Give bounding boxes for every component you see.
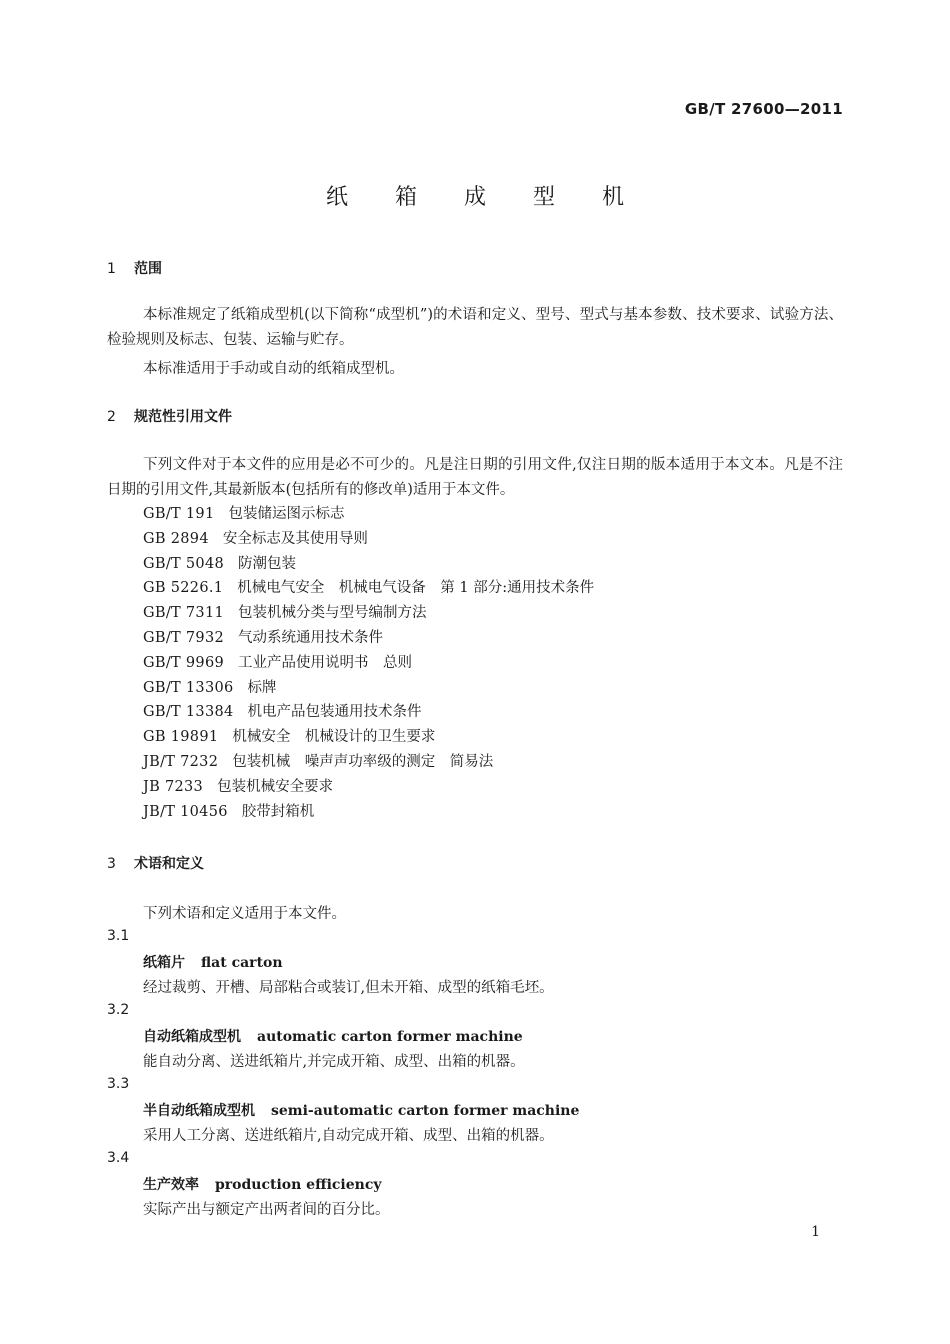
scope-paragraph-2: 本标准适用于手动或自动的纸箱成型机。 — [143, 361, 404, 377]
term-name-zh: 半自动纸箱成型机 — [143, 1103, 255, 1119]
reference-title: 机电产品包装通用技术条件 — [247, 704, 422, 721]
reference-code: GB 5226.1 — [143, 580, 224, 597]
reference-code: GB/T 5048 — [143, 555, 225, 572]
term-number: 3.1 — [107, 928, 130, 944]
reference-item — [143, 576, 594, 601]
section-heading-references — [107, 406, 232, 426]
reference-code: JB 7233 — [143, 778, 204, 795]
reference-title: 防潮包装 — [238, 555, 297, 572]
term-name-en: semi-automatic carton former machine — [271, 1103, 580, 1119]
term-name — [143, 1026, 523, 1046]
reference-code: GB/T 13306 — [143, 679, 234, 696]
reference-code: JB/T 7232 — [143, 753, 219, 770]
section-number: 3 — [107, 856, 116, 872]
reference-item — [143, 601, 594, 626]
reference-item — [143, 800, 594, 825]
reference-code: GB 19891 — [143, 729, 219, 746]
term-number: 3.4 — [107, 1150, 130, 1166]
reference-code: JB/T 10456 — [143, 803, 228, 820]
references-intro: 下列文件对于本文件的应用是必不可少的。凡是注日期的引用文件,仅注日期的版本适用于本文本。凡是不注日期的引用文件,其最新版本(包括所有的修改单)适用于本文件。 — [107, 457, 843, 498]
reference-code: GB/T 9969 — [143, 654, 225, 671]
terms-intro: 下列术语和定义适用于本文件。 — [143, 906, 346, 922]
reference-title: 包装机械 噪声声功率级的测定 简易法 — [232, 753, 494, 770]
section-number: 2 — [107, 409, 116, 425]
term-name-en: automatic carton former machine — [257, 1029, 523, 1045]
term-name-zh: 生产效率 — [143, 1177, 199, 1193]
reference-code: GB/T 7932 — [143, 629, 225, 646]
reference-code: GB/T 7311 — [143, 605, 225, 622]
reference-title: 气动系统通用技术条件 — [238, 629, 384, 646]
reference-item — [143, 626, 594, 651]
term-name — [143, 1100, 579, 1120]
term-name-en: flat carton — [201, 955, 283, 971]
page-number: 1 — [811, 1224, 820, 1240]
term-number: 3.3 — [107, 1076, 130, 1092]
term-name-zh: 纸箱片 — [143, 955, 185, 971]
term-definition: 经过裁剪、开槽、局部粘合或装订,但未开箱、成型的纸箱毛坯。 — [143, 980, 554, 996]
reference-item — [143, 527, 594, 552]
section-title: 范围 — [134, 261, 162, 277]
section-heading-terms — [107, 853, 204, 873]
standard-code: GB/T 27600—2011 — [684, 100, 843, 118]
reference-item — [143, 502, 594, 527]
section-heading-scope — [107, 258, 162, 278]
section-number: 1 — [107, 261, 116, 277]
reference-item — [143, 700, 594, 725]
reference-item — [143, 651, 594, 676]
reference-title: 安全标志及其使用导则 — [222, 530, 368, 547]
section-title: 术语和定义 — [134, 856, 204, 872]
reference-code: GB 2894 — [143, 530, 209, 547]
reference-code: GB/T 191 — [143, 506, 215, 522]
reference-title: 包装机械安全要求 — [217, 778, 334, 795]
term-name — [143, 1174, 381, 1194]
term-number: 3.2 — [107, 1002, 130, 1018]
reference-item — [143, 552, 594, 577]
term-definition: 实际产出与额定产出两者间的百分比。 — [143, 1202, 390, 1218]
term-name — [143, 952, 283, 972]
reference-list — [143, 502, 594, 824]
scope-paragraph-1: 本标准规定了纸箱成型机(以下简称“成型机”)的术语和定义、型号、型式与基本参数、技术要求、试验方法、检验规则及标志、包装、运输与贮存。 — [107, 307, 843, 348]
reference-item — [143, 750, 594, 775]
reference-title: 包装机械分类与型号编制方法 — [238, 605, 427, 622]
reference-title: 机械电气安全 机械电气设备 第 1 部分:通用技术条件 — [237, 580, 595, 597]
section-title: 规范性引用文件 — [134, 409, 232, 425]
reference-code: GB/T 13384 — [143, 704, 234, 721]
term-name-en: production efficiency — [215, 1177, 382, 1193]
reference-item — [143, 775, 594, 800]
term-definition: 能自动分离、送进纸箱片,并完成开箱、成型、出箱的机器。 — [143, 1054, 525, 1070]
document-title: 纸 箱 成 型 机 — [326, 185, 644, 210]
reference-title: 工业产品使用说明书 总则 — [238, 654, 413, 671]
reference-item — [143, 725, 594, 750]
reference-title: 包装储运图示标志 — [228, 506, 345, 522]
reference-title: 机械安全 机械设计的卫生要求 — [232, 729, 436, 746]
reference-item — [143, 676, 594, 701]
term-name-zh: 自动纸箱成型机 — [143, 1029, 241, 1045]
term-definition: 采用人工分离、送进纸箱片,自动完成开箱、成型、出箱的机器。 — [143, 1128, 554, 1144]
reference-title: 胶带封箱机 — [241, 803, 315, 820]
reference-title: 标牌 — [247, 679, 277, 696]
